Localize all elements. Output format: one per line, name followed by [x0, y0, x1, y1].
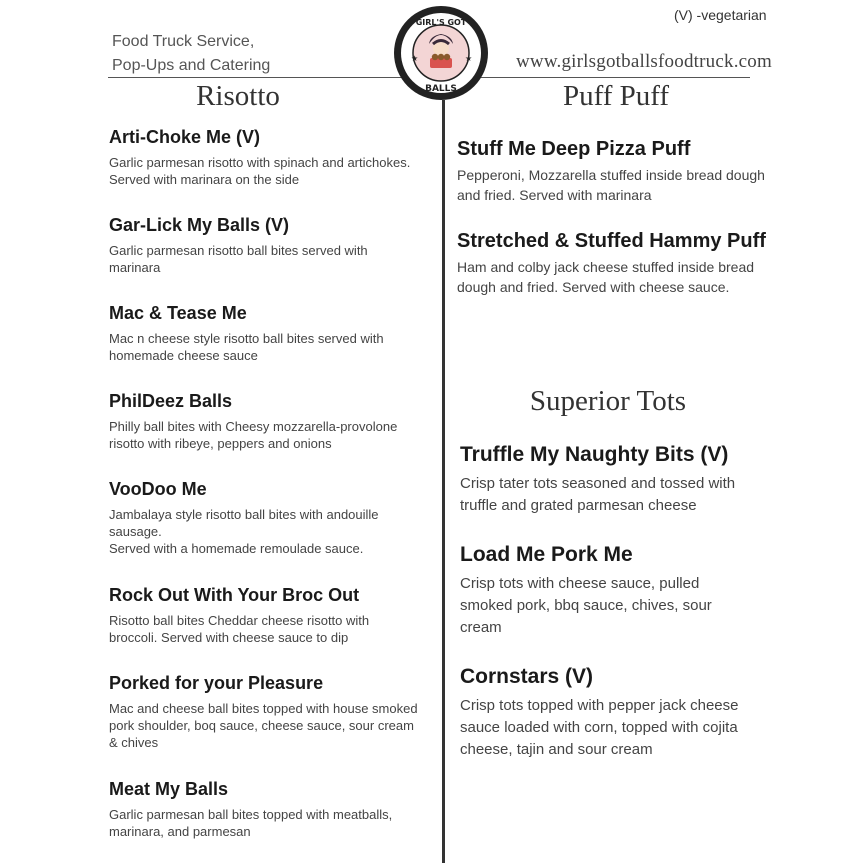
- vegetarian-legend: (V) -vegetarian: [674, 7, 767, 23]
- menu-item-desc: Jambalaya style risotto ball bites with andouille sausage. Served with a homemade remoulade sauce.: [109, 507, 379, 556]
- menu-item: [109, 391, 429, 452]
- menu-item-desc: Garlic parmesan ball bites topped with meatballs, marinara, and parmesan: [109, 807, 393, 839]
- menu-item-desc: Crisp tater tots seasoned and tossed with truffle and grated parmesan cheese: [460, 475, 736, 514]
- menu-item-name: Gar-Lick My Balls (V): [109, 215, 290, 235]
- menu-item: [109, 127, 429, 188]
- menu-item-name: PhilDeez Balls: [109, 391, 233, 411]
- menu-item-name: VooDoo Me: [109, 479, 207, 499]
- header-rule-left: [108, 77, 408, 78]
- menu-item-name: Meat My Balls: [109, 779, 229, 799]
- menu-item-name: Porked for your Pleasure: [109, 673, 324, 693]
- menu-item-name: Stretched & Stuffed Hammy Puff: [457, 230, 766, 252]
- menu-item: [457, 230, 797, 297]
- menu-item-name: Stuff Me Deep Pizza Puff: [457, 138, 691, 160]
- menu-item: [109, 779, 429, 840]
- menu-item-desc: Mac n cheese style risotto ball bites served with homemade cheese sauce: [109, 331, 384, 363]
- menu-item-name: Cornstars (V): [460, 665, 594, 688]
- menu-item-desc: Garlic parmesan risotto ball bites served with marinara: [109, 243, 368, 275]
- menu-item-desc: Mac and cheese ball bites topped with house smoked pork shoulder, boq sauce, cheese sauce, sour cream & chives: [109, 701, 418, 750]
- menu-item: [109, 215, 429, 276]
- brand-logo: [392, 4, 490, 102]
- header-rule-right: [480, 77, 750, 78]
- menu-item-name: Mac & Tease Me: [109, 303, 247, 323]
- menu-item: [109, 303, 429, 364]
- menu-item-desc: Crisp tots topped with pepper jack cheese sauce loaded with corn, topped with cojita cheese, tajin and sour cream: [460, 697, 739, 758]
- menu-item: [109, 479, 429, 557]
- tagline-line-1: Food Truck Service,: [112, 33, 255, 50]
- menu-item-desc: Philly ball bites with Cheesy mozzarella-provolone risotto with ribeye, peppers and onions: [109, 419, 398, 451]
- menu-item: [109, 673, 429, 751]
- menu-item-name: Truffle My Naughty Bits (V): [460, 443, 729, 466]
- menu-item: [460, 443, 800, 517]
- menu-item: [457, 138, 797, 205]
- menu-item-desc: Pepperoni, Mozzarella stuffed inside bread dough and fried. Served with marinara: [457, 167, 765, 203]
- logo-text-bottom: BALLS: [425, 84, 457, 94]
- menu-item-desc: Risotto ball bites Cheddar cheese risotto with broccoli. Served with cheese sauce to dip: [109, 613, 370, 645]
- menu-item: [460, 543, 800, 639]
- svg-text:★: ★: [411, 54, 419, 63]
- section-title-superior-tots: Superior Tots: [529, 385, 687, 417]
- tagline-line-2: Pop-Ups and Catering: [112, 57, 271, 74]
- section-title-puff-puff: Puff Puff: [562, 80, 670, 112]
- menu-item-name: Load Me Pork Me: [460, 543, 633, 566]
- menu-item: [109, 585, 429, 646]
- menu-item-desc: Garlic parmesan risotto with spinach and artichokes. Served with marinara on the side: [109, 155, 411, 187]
- website-link[interactable]: www.girlsgotballsfoodtruck.com: [516, 51, 772, 72]
- menu-item-desc: Ham and colby jack cheese stuffed inside bread dough and fried. Served with cheese sauce.: [457, 259, 755, 295]
- menu-item-desc: Crisp tots with cheese sauce, pulled smoked pork, bbq sauce, chives, sour cream: [460, 575, 712, 636]
- section-title-risotto: Risotto: [196, 80, 280, 112]
- menu-item-name: Arti-Choke Me (V): [109, 127, 261, 147]
- tagline: [112, 30, 270, 78]
- logo-text-top: GIRL'S GOT: [415, 18, 467, 27]
- menu-item: [460, 665, 800, 761]
- menu-item-name: Rock Out With Your Broc Out: [109, 585, 360, 605]
- svg-text:★: ★: [465, 54, 473, 63]
- column-divider: [442, 100, 445, 863]
